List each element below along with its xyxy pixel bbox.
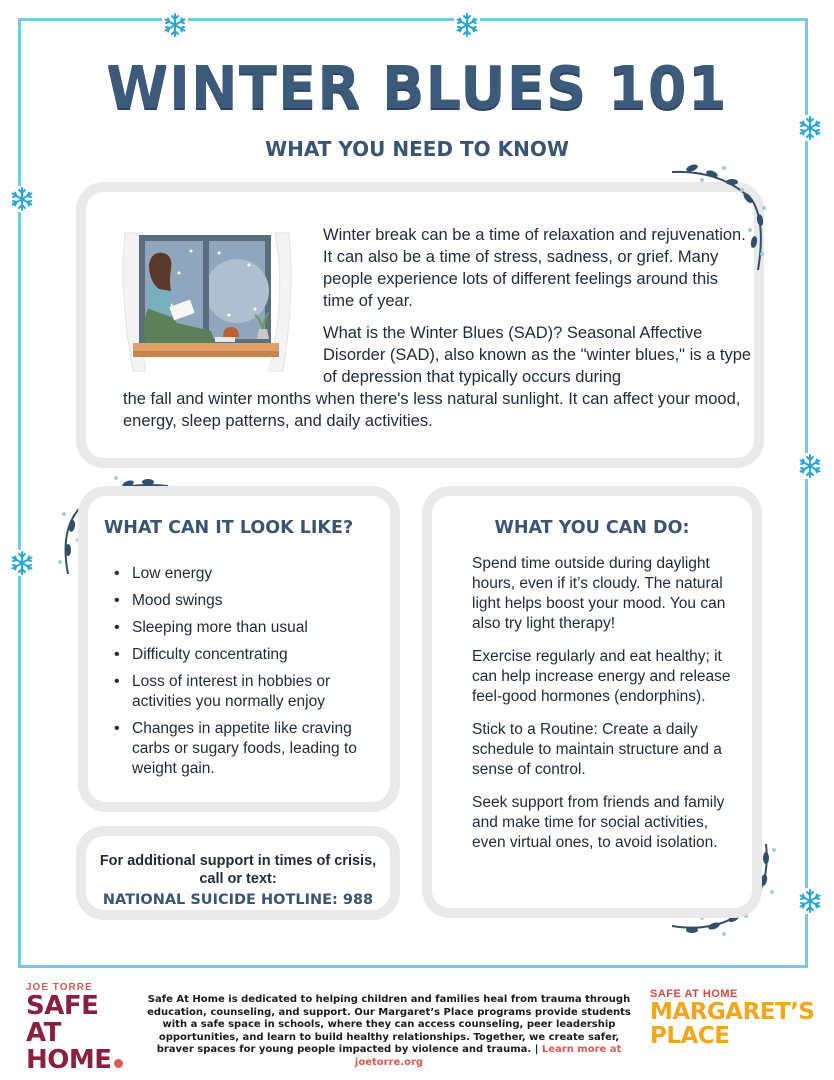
- logo-small-text: SAFE AT HOME: [650, 988, 738, 1000]
- list-item: • Low energy: [110, 564, 390, 584]
- winter-sprig-decoration: [662, 160, 772, 280]
- intro-paragraph: Winter break can be a time of relaxation and rejuvenation. It can also be a time of stress, sadness, or grief. Many people experience lots of different feelings around this time of year.: [323, 226, 746, 310]
- page-title: WINTER BLUES 101: [106, 54, 728, 123]
- margarets-place-logo: [650, 988, 820, 1048]
- snowflake-icon: [162, 12, 188, 38]
- coping-list: [472, 554, 742, 866]
- sad-definition-start: What is the Winter Blues (SAD)? Seasonal Affective Disorder (SAD), also known as the "winter blues," is a type of depression that typically occurs during: [323, 324, 752, 386]
- list-item: Spend time outside during daylight hours, even if it’s cloudy. The natural light helps boost your mood. You can also try light therapy!: [472, 555, 726, 632]
- list-item: • Difficulty concentrating: [110, 645, 390, 665]
- sad-definition-end: the fall and winter months when there's less natural sunlight. It can affect your mood, energy, sleep patterns, and daily activities.: [123, 390, 741, 430]
- logo-line-2: HOME: [26, 1045, 112, 1075]
- list-item: • Changes in appetite like craving carbs or sugary foods, leading to weight gain.: [110, 719, 390, 779]
- intro-card: [76, 182, 764, 468]
- logo-line-2: PLACE: [650, 1023, 730, 1049]
- footer-learn-more-link[interactable]: Learn more at joetorre.org: [354, 1044, 622, 1068]
- list-item: Seek support from friends and family and make time for social activities, even virtual ones, to avoid isolation.: [472, 794, 725, 851]
- logo-line-1: MARGARET’S: [650, 999, 815, 1025]
- page-subtitle: WHAT YOU NEED TO KNOW: [265, 137, 569, 161]
- snowflake-icon: [454, 12, 480, 38]
- snowflake-icon: [797, 453, 823, 479]
- snowflake-icon: [9, 186, 35, 212]
- footer-description-text: Safe At Home is dedicated to helping children and families heal from trauma through education, counseling, and support. Our Margaret’s Place programs provide students with a safe space in schools, where they can access counseling, peer leadership opportunities, and learn to build healthy relationships. Together, we create safer, braver spaces for young people impacted by violence and trauma.: [147, 994, 631, 1056]
- crisis-card: [76, 826, 400, 920]
- coping-title: WHAT YOU CAN DO:: [494, 518, 690, 538]
- logo-line-1: SAFE AT: [26, 991, 99, 1048]
- list-item: Stick to a Routine: Create a daily schedule to maintain structure and a sense of control.: [472, 721, 722, 778]
- symptoms-card: [78, 486, 400, 812]
- list-item: • Sleeping more than usual: [110, 618, 390, 638]
- footer-description: [143, 994, 635, 1070]
- hotline-number: NATIONAL SUICIDE HOTLINE: 988: [102, 892, 374, 908]
- snowflake-icon: [9, 550, 35, 576]
- footer-separator: |: [531, 1044, 542, 1056]
- list-item: • Mood swings: [110, 591, 390, 611]
- crisis-support-text: For additional support in times of crisis, call or text:: [99, 853, 377, 887]
- list-item: • Loss of interest in hobbies or activities you normally enjoy: [110, 672, 390, 712]
- logo-dot-icon: [114, 1059, 123, 1068]
- symptoms-title: WHAT CAN IT LOOK LIKE?: [104, 518, 354, 538]
- window-reading-illustration: [119, 225, 297, 375]
- symptoms-list: [110, 564, 390, 786]
- logo-small-text: JOE TORRE: [26, 982, 93, 993]
- coping-card: [422, 486, 762, 918]
- snowflake-icon: [797, 888, 823, 914]
- list-item: Exercise regularly and eat healthy; it can help increase energy and release feel-good hormones (endorphins).: [472, 648, 731, 705]
- safe-at-home-logo: [26, 982, 136, 1074]
